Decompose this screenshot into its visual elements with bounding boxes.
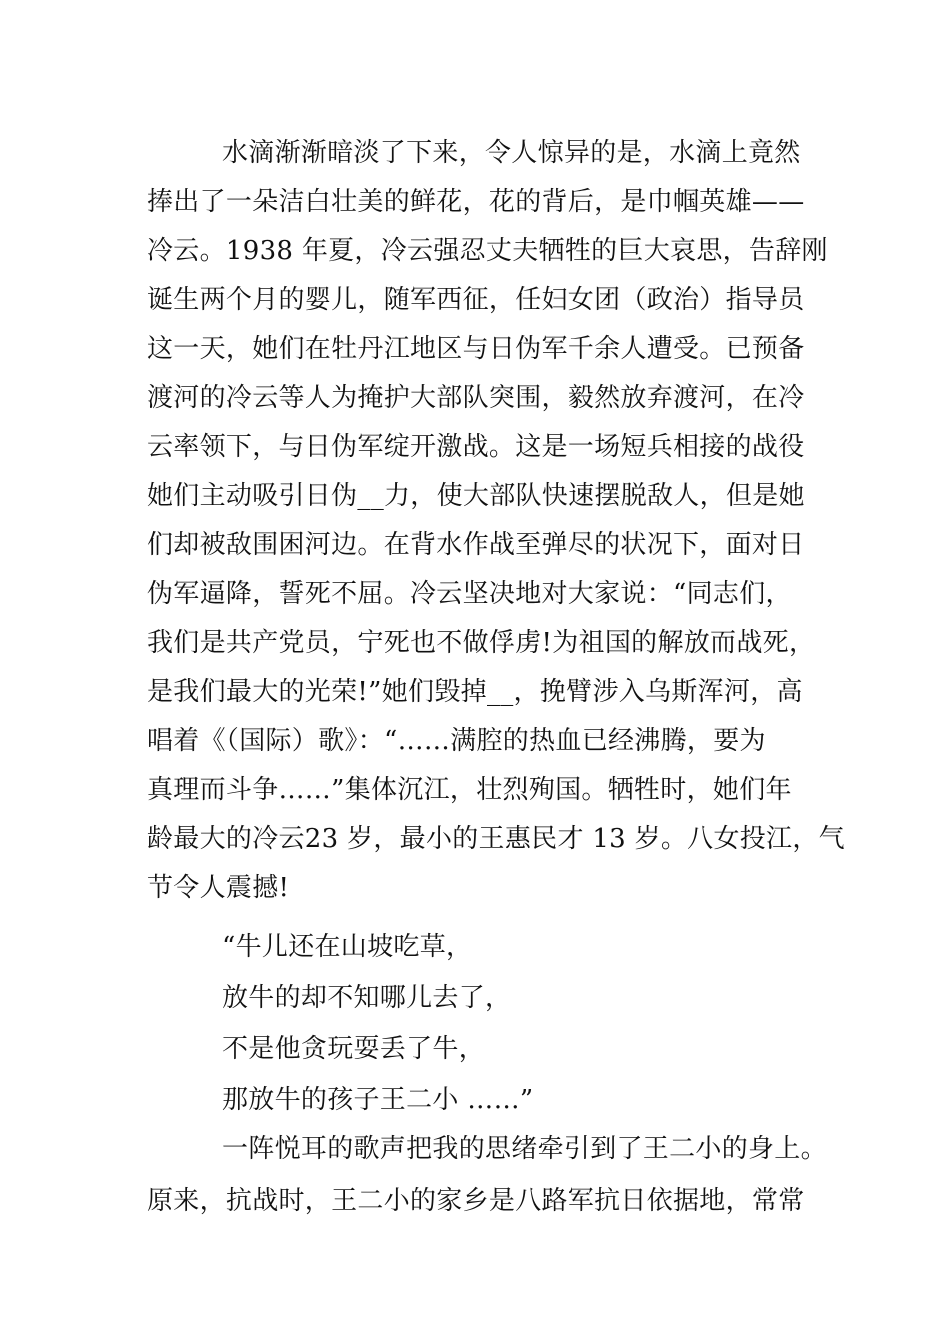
text-line: 节令人震撼! [147, 873, 290, 903]
poem-line: 放牛的却不知哪儿去了， [222, 983, 512, 1013]
poem-line: “牛儿还在山坡吃草， [222, 932, 473, 962]
text-line: 是我们最大的光荣!”她们毁掉__，挽臂涉入乌斯浑河，高 [147, 677, 803, 707]
text-line: 我们是共产党员，宁死也不做俘虏!为祖国的解放而战死， [147, 628, 816, 658]
text-line: 伪军逼降，誓死不屈。冷云坚决地对大家说：“同志们， [147, 579, 792, 609]
text-line: 捧出了一朵洁白壮美的鲜花，花的背后，是巾帼英雄—— [147, 187, 805, 217]
text-line: 一阵悦耳的歌声把我的思绪牵引到了王二小的身上。 [222, 1134, 827, 1164]
text-line: 渡河的冷云等人为掩护大部队突围，毅然放弃渡河，在冷 [147, 383, 805, 413]
text-line: 她们主动吸引日伪__力，使大部队快速摆脱敌人，但是她 [147, 481, 805, 511]
text-line: 水滴渐渐暗淡了下来，令人惊异的是，水滴上竟然 [222, 138, 801, 168]
text-line: 龄最大的冷云23 岁，最小的王惠民才 13 岁。八女投江，气 [147, 824, 845, 854]
text-line: 们却被敌围困河边。在背水作战至弹尽的状况下，面对日 [147, 530, 805, 560]
text-line: 这一天，她们在牡丹江地区与日伪军千余人遭受。已预备 [147, 334, 805, 364]
text-line: 唱着《（国际）歌》：“……满腔的热血已经沸腾，要为 [147, 726, 766, 756]
poem-line: 那放牛的孩子王二小 ……” [222, 1085, 534, 1115]
text-line: 诞生两个月的婴儿，随军西征，任妇女团（政治）指导员 [147, 285, 805, 315]
text-line: 冷云。1938 年夏，冷云强忍丈夫牺牲的巨大哀思，告辞刚 [147, 236, 828, 266]
text-line: 云率领下，与日伪军绽开激战。这是一场短兵相接的战役 [147, 432, 805, 462]
poem-line: 不是他贪玩耍丢了牛， [222, 1034, 486, 1064]
text-line: 真理而斗争……”集体沉江，壮烈殉国。牺牲时，她们年 [147, 775, 792, 805]
text-line: 原来，抗战时，王二小的家乡是八路军抗日依据地，常常 [147, 1186, 805, 1216]
